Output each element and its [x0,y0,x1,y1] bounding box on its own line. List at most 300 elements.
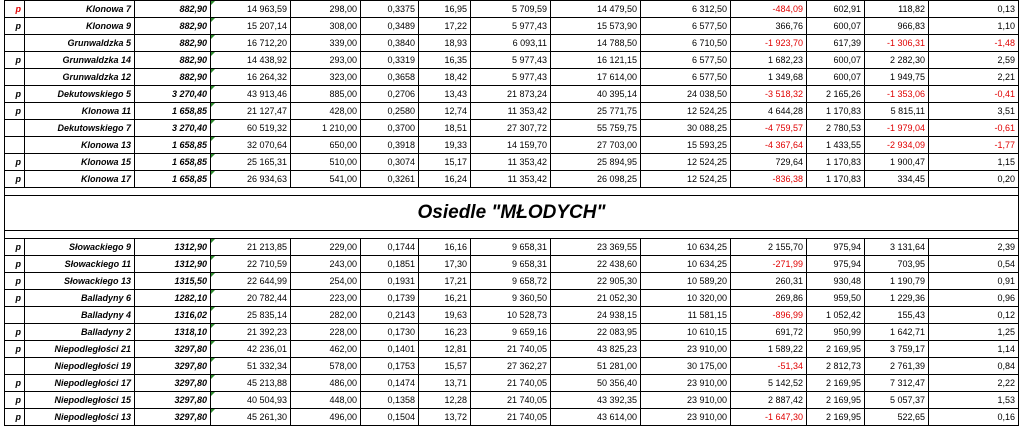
cell-rate[interactable]: 0,3918 [361,137,419,154]
cell-rate[interactable]: 0,3319 [361,52,419,69]
cell-cost-total[interactable]: 21 127,47 [211,103,291,120]
cell-unit-cost[interactable]: 16,35 [419,52,471,69]
cell-cost-total[interactable]: 45 261,30 [211,409,291,426]
cell-flag[interactable]: p [5,52,25,69]
cell-reserve[interactable]: 600,07 [807,52,865,69]
cell-ratio[interactable]: 0,96 [929,290,1019,307]
cell-area[interactable]: 3297,80 [135,392,211,409]
cell-amount-c[interactable]: 6 577,50 [641,69,731,86]
cell-rate[interactable]: 0,2580 [361,103,419,120]
cell-unit-cost[interactable]: 13,71 [419,375,471,392]
cell-unit-cost[interactable]: 16,24 [419,171,471,188]
cell-reserve[interactable]: 2 169,95 [807,392,865,409]
cell-flag[interactable]: p [5,392,25,409]
cell-ratio[interactable]: 2,39 [929,239,1019,256]
cell-address[interactable]: Klonowa 15 [25,154,135,171]
cell-result[interactable]: 1 229,36 [865,290,929,307]
cell-unit-cost[interactable]: 13,72 [419,409,471,426]
cell-cost-total[interactable]: 45 213,88 [211,375,291,392]
cell-cost-total[interactable]: 14 963,59 [211,1,291,18]
cell-amount-b[interactable]: 25 894,95 [551,154,641,171]
cell-area[interactable]: 1 658,85 [135,154,211,171]
cell-unit-cost[interactable]: 17,30 [419,256,471,273]
cell-balance[interactable]: 260,31 [731,273,807,290]
cell-units[interactable]: 486,00 [291,375,361,392]
cell-address[interactable]: Słowackiego 9 [25,239,135,256]
cell-amount-b[interactable]: 50 356,40 [551,375,641,392]
cell-units[interactable]: 885,00 [291,86,361,103]
cell-rate[interactable]: 0,3261 [361,171,419,188]
cell-area[interactable]: 1312,90 [135,239,211,256]
cell-amount-a[interactable]: 11 353,42 [471,103,551,120]
cell-balance[interactable]: -1 923,70 [731,35,807,52]
cell-units[interactable]: 308,00 [291,18,361,35]
cell-units[interactable]: 282,00 [291,307,361,324]
cell-ratio[interactable]: 0,84 [929,358,1019,375]
cell-flag[interactable]: p [5,239,25,256]
cell-address[interactable]: Balladyny 2 [25,324,135,341]
cell-reserve[interactable]: 1 052,42 [807,307,865,324]
cell-balance[interactable]: 729,64 [731,154,807,171]
cell-amount-a[interactable]: 11 353,42 [471,154,551,171]
cell-result[interactable]: 2 282,30 [865,52,929,69]
cell-ratio[interactable]: 1,25 [929,324,1019,341]
cell-flag[interactable]: p [5,375,25,392]
cell-address[interactable]: Balladyny 6 [25,290,135,307]
cell-amount-c[interactable]: 23 910,00 [641,375,731,392]
cell-result[interactable]: 5 057,37 [865,392,929,409]
cell-balance[interactable]: -271,99 [731,256,807,273]
cell-reserve[interactable]: 2 169,95 [807,409,865,426]
cell-area[interactable]: 1282,10 [135,290,211,307]
cell-ratio[interactable]: 2,21 [929,69,1019,86]
cell-address[interactable]: Niepodległości 17 [25,375,135,392]
cell-units[interactable]: 448,00 [291,392,361,409]
cell-amount-a[interactable]: 9 659,16 [471,324,551,341]
cell-balance[interactable]: 1 682,23 [731,52,807,69]
cell-result[interactable]: 334,45 [865,171,929,188]
cell-area[interactable]: 3297,80 [135,341,211,358]
cell-unit-cost[interactable]: 15,17 [419,154,471,171]
cell-cost-total[interactable]: 32 070,64 [211,137,291,154]
cell-address[interactable]: Dekutowskiego 7 [25,120,135,137]
cell-reserve[interactable]: 2 812,73 [807,358,865,375]
cell-ratio[interactable]: -0,61 [929,120,1019,137]
cell-cost-total[interactable]: 16 712,20 [211,35,291,52]
cell-cost-total[interactable]: 26 934,63 [211,171,291,188]
cell-result[interactable]: 966,83 [865,18,929,35]
cell-balance[interactable]: 269,86 [731,290,807,307]
cell-unit-cost[interactable]: 16,95 [419,1,471,18]
cell-ratio[interactable]: -1,77 [929,137,1019,154]
cell-amount-b[interactable]: 16 121,15 [551,52,641,69]
cell-balance[interactable]: 366,76 [731,18,807,35]
cell-unit-cost[interactable]: 19,63 [419,307,471,324]
cell-units[interactable]: 339,00 [291,35,361,52]
cell-flag[interactable]: p [5,86,25,103]
cell-flag[interactable]: p [5,171,25,188]
cell-ratio[interactable]: 0,12 [929,307,1019,324]
cell-amount-a[interactable]: 6 093,11 [471,35,551,52]
cell-amount-b[interactable]: 15 573,90 [551,18,641,35]
cell-unit-cost[interactable]: 16,21 [419,290,471,307]
cell-amount-c[interactable]: 11 581,15 [641,307,731,324]
cell-unit-cost[interactable]: 17,22 [419,18,471,35]
cell-area[interactable]: 1 658,85 [135,137,211,154]
cell-amount-a[interactable]: 27 362,27 [471,358,551,375]
cell-result[interactable]: 7 312,47 [865,375,929,392]
cell-amount-b[interactable]: 14 479,50 [551,1,641,18]
cell-flag[interactable]: p [5,1,25,18]
cell-unit-cost[interactable]: 15,57 [419,358,471,375]
cell-amount-a[interactable]: 10 528,73 [471,307,551,324]
cell-amount-c[interactable]: 12 524,25 [641,171,731,188]
cell-amount-a[interactable]: 5 977,43 [471,18,551,35]
cell-amount-b[interactable]: 22 438,60 [551,256,641,273]
cell-amount-c[interactable]: 24 038,50 [641,86,731,103]
cell-amount-b[interactable]: 22 083,95 [551,324,641,341]
cell-ratio[interactable]: 0,13 [929,1,1019,18]
cell-area[interactable]: 3297,80 [135,375,211,392]
cell-cost-total[interactable]: 25 835,14 [211,307,291,324]
cell-address[interactable]: Klonowa 17 [25,171,135,188]
cell-amount-a[interactable]: 5 977,43 [471,69,551,86]
cell-amount-c[interactable]: 12 524,25 [641,103,731,120]
cell-rate[interactable]: 0,3840 [361,35,419,52]
cell-rate[interactable]: 0,3074 [361,154,419,171]
cell-result[interactable]: 1 642,71 [865,324,929,341]
cell-reserve[interactable]: 950,99 [807,324,865,341]
cell-ratio[interactable]: 0,91 [929,273,1019,290]
cell-address[interactable]: Dekutowskiego 5 [25,86,135,103]
cell-flag[interactable] [5,307,25,324]
cell-reserve[interactable]: 600,07 [807,18,865,35]
cell-rate[interactable]: 0,3489 [361,18,419,35]
cell-cost-total[interactable]: 60 519,32 [211,120,291,137]
cell-flag[interactable] [5,137,25,154]
cell-amount-a[interactable]: 9 658,72 [471,273,551,290]
cell-reserve[interactable]: 1 170,83 [807,103,865,120]
cell-address[interactable]: Klonowa 9 [25,18,135,35]
cell-amount-c[interactable]: 23 910,00 [641,409,731,426]
cell-address[interactable]: Grunwaldzka 5 [25,35,135,52]
cell-ratio[interactable]: 0,16 [929,409,1019,426]
cell-cost-total[interactable]: 43 913,46 [211,86,291,103]
cell-rate[interactable]: 0,1358 [361,392,419,409]
cell-area[interactable]: 1312,90 [135,256,211,273]
cell-rate[interactable]: 0,1504 [361,409,419,426]
cell-amount-c[interactable]: 12 524,25 [641,154,731,171]
cell-area[interactable]: 882,90 [135,35,211,52]
cell-balance[interactable]: -1 647,30 [731,409,807,426]
cell-unit-cost[interactable]: 18,42 [419,69,471,86]
cell-cost-total[interactable]: 22 644,99 [211,273,291,290]
cell-result[interactable]: 2 761,39 [865,358,929,375]
cell-result[interactable]: -1 353,06 [865,86,929,103]
cell-amount-c[interactable]: 30 088,25 [641,120,731,137]
cell-reserve[interactable]: 617,39 [807,35,865,52]
cell-flag[interactable]: p [5,256,25,273]
cell-unit-cost[interactable]: 19,33 [419,137,471,154]
cell-amount-b[interactable]: 27 703,00 [551,137,641,154]
cell-rate[interactable]: 0,1474 [361,375,419,392]
cell-reserve[interactable]: 930,48 [807,273,865,290]
cell-unit-cost[interactable]: 17,21 [419,273,471,290]
cell-rate[interactable]: 0,1753 [361,358,419,375]
cell-flag[interactable] [5,358,25,375]
cell-amount-c[interactable]: 6 577,50 [641,52,731,69]
cell-units[interactable]: 462,00 [291,341,361,358]
cell-ratio[interactable]: 1,15 [929,154,1019,171]
cell-reserve[interactable]: 1 170,83 [807,154,865,171]
cell-cost-total[interactable]: 21 392,23 [211,324,291,341]
cell-area[interactable]: 882,90 [135,52,211,69]
cell-result[interactable]: 1 190,79 [865,273,929,290]
cell-amount-a[interactable]: 9 360,50 [471,290,551,307]
cell-cost-total[interactable]: 14 438,92 [211,52,291,69]
cell-area[interactable]: 3 270,40 [135,86,211,103]
cell-amount-c[interactable]: 10 589,20 [641,273,731,290]
cell-reserve[interactable]: 2 169,95 [807,341,865,358]
cell-ratio[interactable]: 1,53 [929,392,1019,409]
cell-area[interactable]: 1 658,85 [135,171,211,188]
cell-rate[interactable]: 0,1730 [361,324,419,341]
cell-rate[interactable]: 0,1931 [361,273,419,290]
cell-flag[interactable]: p [5,409,25,426]
cell-result[interactable]: 3 131,64 [865,239,929,256]
cell-amount-b[interactable]: 23 369,55 [551,239,641,256]
cell-balance[interactable]: -3 518,32 [731,86,807,103]
cell-balance[interactable]: -484,09 [731,1,807,18]
cell-units[interactable]: 541,00 [291,171,361,188]
cell-units[interactable]: 254,00 [291,273,361,290]
cell-balance[interactable]: 2 155,70 [731,239,807,256]
cell-balance[interactable]: 1 589,22 [731,341,807,358]
cell-result[interactable]: -1 306,31 [865,35,929,52]
cell-rate[interactable]: 0,3658 [361,69,419,86]
cell-amount-a[interactable]: 5 977,43 [471,52,551,69]
cell-amount-c[interactable]: 6 577,50 [641,18,731,35]
cell-amount-a[interactable]: 21 740,05 [471,392,551,409]
cell-unit-cost[interactable]: 16,23 [419,324,471,341]
cell-rate[interactable]: 0,2706 [361,86,419,103]
cell-area[interactable]: 3297,80 [135,409,211,426]
cell-units[interactable]: 323,00 [291,69,361,86]
cell-units[interactable]: 428,00 [291,103,361,120]
cell-ratio[interactable]: 0,20 [929,171,1019,188]
cell-balance[interactable]: 4 644,28 [731,103,807,120]
cell-cost-total[interactable]: 16 264,32 [211,69,291,86]
cell-amount-c[interactable]: 6 312,50 [641,1,731,18]
cell-units[interactable]: 650,00 [291,137,361,154]
cell-area[interactable]: 1 658,85 [135,103,211,120]
cell-amount-c[interactable]: 10 320,00 [641,290,731,307]
cell-balance[interactable]: -896,99 [731,307,807,324]
cell-balance[interactable]: 5 142,52 [731,375,807,392]
cell-balance[interactable]: -51,34 [731,358,807,375]
cell-amount-a[interactable]: 9 658,31 [471,239,551,256]
cell-flag[interactable]: p [5,273,25,290]
cell-result[interactable]: -1 979,04 [865,120,929,137]
cell-result[interactable]: 118,82 [865,1,929,18]
cell-amount-b[interactable]: 43 392,35 [551,392,641,409]
cell-balance[interactable]: -836,38 [731,171,807,188]
cell-address[interactable]: Niepodległości 13 [25,409,135,426]
cell-cost-total[interactable]: 21 213,85 [211,239,291,256]
cell-ratio[interactable]: -0,41 [929,86,1019,103]
cell-amount-b[interactable]: 25 771,75 [551,103,641,120]
cell-unit-cost[interactable]: 12,28 [419,392,471,409]
cell-amount-b[interactable]: 51 281,00 [551,358,641,375]
cell-address[interactable]: Grunwaldzka 14 [25,52,135,69]
cell-area[interactable]: 882,90 [135,69,211,86]
cell-amount-a[interactable]: 5 709,59 [471,1,551,18]
cell-rate[interactable]: 0,3375 [361,1,419,18]
cell-flag[interactable]: p [5,18,25,35]
cell-amount-b[interactable]: 24 938,15 [551,307,641,324]
cell-unit-cost[interactable]: 13,43 [419,86,471,103]
cell-cost-total[interactable]: 42 236,01 [211,341,291,358]
cell-amount-c[interactable]: 30 175,00 [641,358,731,375]
cell-rate[interactable]: 0,1739 [361,290,419,307]
cell-balance[interactable]: 691,72 [731,324,807,341]
cell-amount-b[interactable]: 43 614,00 [551,409,641,426]
cell-amount-a[interactable]: 21 873,24 [471,86,551,103]
cell-address[interactable]: Klonowa 13 [25,137,135,154]
cell-result[interactable]: -2 934,09 [865,137,929,154]
cell-units[interactable]: 1 210,00 [291,120,361,137]
cell-cost-total[interactable]: 22 710,59 [211,256,291,273]
cell-units[interactable]: 293,00 [291,52,361,69]
cell-units[interactable]: 228,00 [291,324,361,341]
cell-rate[interactable]: 0,1401 [361,341,419,358]
cell-rate[interactable]: 0,1744 [361,239,419,256]
cell-result[interactable]: 1 900,47 [865,154,929,171]
cell-cost-total[interactable]: 51 332,34 [211,358,291,375]
cell-amount-c[interactable]: 23 910,00 [641,341,731,358]
cell-balance[interactable]: 1 349,68 [731,69,807,86]
cell-amount-c[interactable]: 10 610,15 [641,324,731,341]
cell-reserve[interactable]: 959,50 [807,290,865,307]
cell-ratio[interactable]: 1,14 [929,341,1019,358]
cell-units[interactable]: 243,00 [291,256,361,273]
cell-flag[interactable]: p [5,324,25,341]
cell-address[interactable]: Klonowa 11 [25,103,135,120]
cell-flag[interactable]: p [5,154,25,171]
cell-units[interactable]: 496,00 [291,409,361,426]
cell-rate[interactable]: 0,3700 [361,120,419,137]
cell-flag[interactable]: p [5,103,25,120]
cell-amount-b[interactable]: 55 759,75 [551,120,641,137]
cell-address[interactable]: Niepodległości 19 [25,358,135,375]
cell-flag[interactable] [5,69,25,86]
cell-amount-a[interactable]: 21 740,05 [471,375,551,392]
cell-amount-b[interactable]: 22 905,30 [551,273,641,290]
cell-units[interactable]: 298,00 [291,1,361,18]
cell-rate[interactable]: 0,1851 [361,256,419,273]
cell-ratio[interactable]: 0,54 [929,256,1019,273]
cell-result[interactable]: 5 815,11 [865,103,929,120]
cell-amount-a[interactable]: 27 307,72 [471,120,551,137]
cell-amount-b[interactable]: 40 395,14 [551,86,641,103]
cell-amount-a[interactable]: 21 740,05 [471,341,551,358]
cell-result[interactable]: 1 949,75 [865,69,929,86]
cell-address[interactable]: Balladyny 4 [25,307,135,324]
cell-balance[interactable]: -4 759,57 [731,120,807,137]
cell-amount-b[interactable]: 26 098,25 [551,171,641,188]
cell-ratio[interactable]: 3,51 [929,103,1019,120]
cell-reserve[interactable]: 2 165,26 [807,86,865,103]
cell-unit-cost[interactable]: 18,51 [419,120,471,137]
cell-amount-c[interactable]: 15 593,25 [641,137,731,154]
cell-cost-total[interactable]: 20 782,44 [211,290,291,307]
cell-result[interactable]: 522,65 [865,409,929,426]
cell-ratio[interactable]: 2,59 [929,52,1019,69]
cell-address[interactable]: Niepodległości 15 [25,392,135,409]
cell-address[interactable]: Słowackiego 13 [25,273,135,290]
cell-amount-b[interactable]: 14 788,50 [551,35,641,52]
cell-reserve[interactable]: 1 433,55 [807,137,865,154]
cell-flag[interactable]: p [5,341,25,358]
cell-reserve[interactable]: 2 169,95 [807,375,865,392]
cell-reserve[interactable]: 975,94 [807,256,865,273]
cell-amount-a[interactable]: 9 658,31 [471,256,551,273]
cell-result[interactable]: 155,43 [865,307,929,324]
cell-reserve[interactable]: 975,94 [807,239,865,256]
cell-units[interactable]: 578,00 [291,358,361,375]
cell-result[interactable]: 703,95 [865,256,929,273]
cell-flag[interactable] [5,35,25,52]
cell-balance[interactable]: -4 367,64 [731,137,807,154]
cell-area[interactable]: 3 270,40 [135,120,211,137]
cell-amount-a[interactable]: 11 353,42 [471,171,551,188]
cell-result[interactable]: 3 759,17 [865,341,929,358]
cell-area[interactable]: 3297,80 [135,358,211,375]
cell-unit-cost[interactable]: 18,93 [419,35,471,52]
cell-address[interactable]: Niepodległości 21 [25,341,135,358]
cell-amount-c[interactable]: 10 634,25 [641,256,731,273]
cell-ratio[interactable]: 2,22 [929,375,1019,392]
cell-unit-cost[interactable]: 16,16 [419,239,471,256]
cell-reserve[interactable]: 600,07 [807,69,865,86]
cell-cost-total[interactable]: 15 207,14 [211,18,291,35]
cell-cost-total[interactable]: 40 504,93 [211,392,291,409]
cell-balance[interactable]: 2 887,42 [731,392,807,409]
cell-unit-cost[interactable]: 12,74 [419,103,471,120]
cell-units[interactable]: 510,00 [291,154,361,171]
cell-units[interactable]: 223,00 [291,290,361,307]
cell-amount-a[interactable]: 21 740,05 [471,409,551,426]
cell-reserve[interactable]: 2 780,53 [807,120,865,137]
cell-flag[interactable] [5,120,25,137]
cell-amount-a[interactable]: 14 159,70 [471,137,551,154]
cell-amount-c[interactable]: 10 634,25 [641,239,731,256]
cell-rate[interactable]: 0,2143 [361,307,419,324]
cell-amount-c[interactable]: 6 710,50 [641,35,731,52]
cell-unit-cost[interactable]: 12,81 [419,341,471,358]
cell-address[interactable]: Słowackiego 11 [25,256,135,273]
cell-amount-b[interactable]: 17 614,00 [551,69,641,86]
cell-area[interactable]: 1318,10 [135,324,211,341]
cell-flag[interactable]: p [5,290,25,307]
cell-area[interactable]: 882,90 [135,1,211,18]
cell-ratio[interactable]: -1,48 [929,35,1019,52]
cell-address[interactable]: Grunwaldzka 12 [25,69,135,86]
cell-area[interactable]: 1315,50 [135,273,211,290]
cell-address[interactable]: Klonowa 7 [25,1,135,18]
cell-units[interactable]: 229,00 [291,239,361,256]
cell-area[interactable]: 1316,02 [135,307,211,324]
